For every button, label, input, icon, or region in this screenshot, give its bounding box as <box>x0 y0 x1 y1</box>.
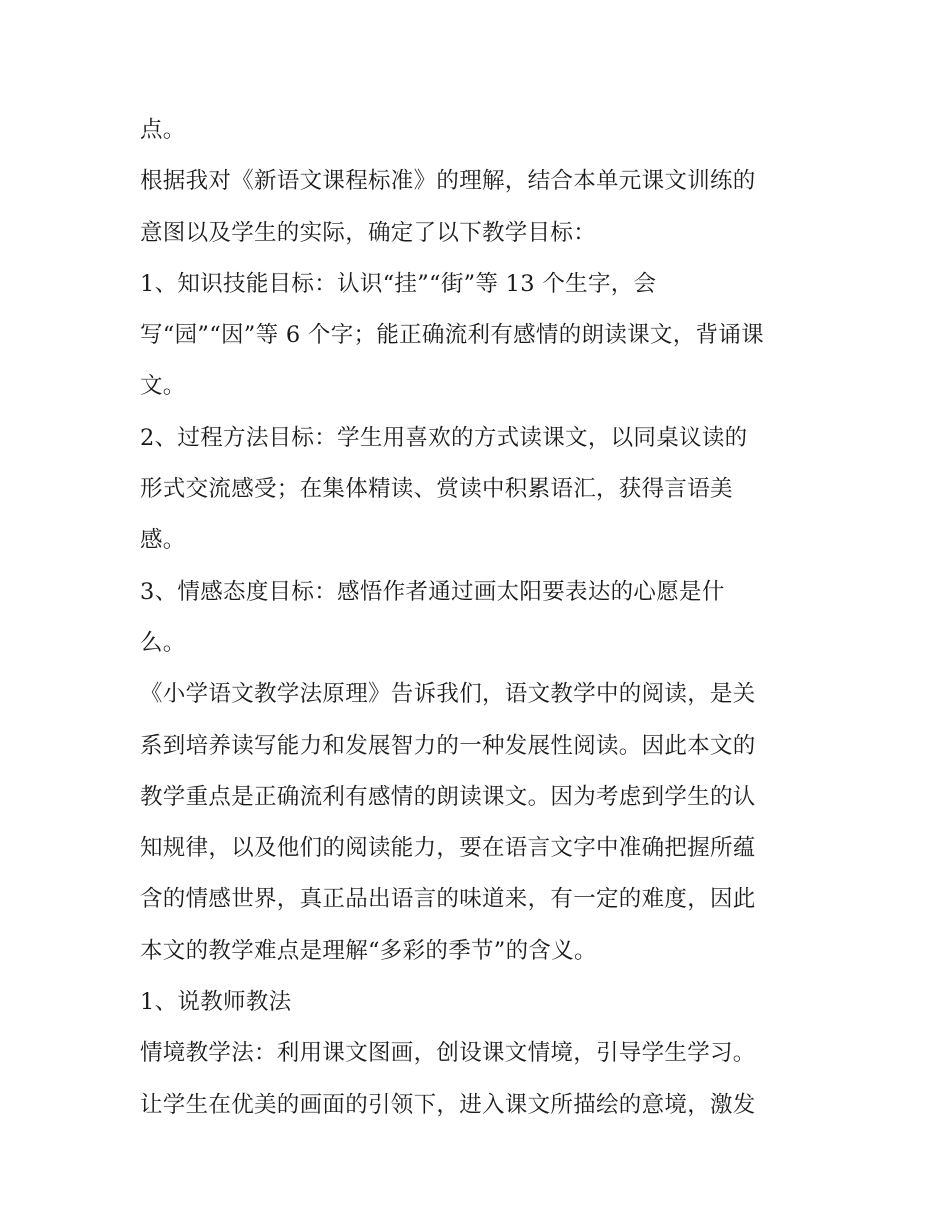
text-line: 含的情感世界，真正品出语言的味道来，有一定的难度，因此 <box>140 886 756 913</box>
text-line: 情境教学法：利用课文图画，创设课文情境，引导学生学习。 <box>140 1040 756 1067</box>
text-line: 文。 <box>140 373 186 400</box>
document-body <box>140 105 830 1131</box>
text-line: 教学重点是正确流利有感情的朗读课文。因为考虑到学生的认 <box>140 783 756 810</box>
text-line: 2、过程方法目标：学生用喜欢的方式读课文，以同桌议读的 <box>140 424 748 451</box>
text-line: 意图以及学生的实际，确定了以下教学目标： <box>140 219 597 246</box>
text-line: 感。 <box>140 527 186 554</box>
text-line: 1、知识技能目标：认识“挂”“街”等 13 个生字，会 <box>140 270 657 297</box>
text-line: 写“园”“因”等 6 个字；能正确流利有感情的朗读课文，背诵课 <box>140 322 764 349</box>
text-line: 让学生在优美的画面的引领下，进入课文所描绘的意境，激发 <box>140 1091 756 1118</box>
text-line: 本文的教学难点是理解“多彩的季节”的含义。 <box>140 937 597 964</box>
text-line: 1、说教师教法 <box>140 989 292 1016</box>
text-line: 么。 <box>140 629 186 656</box>
text-line: 《小学语文教学法原理》告诉我们，语文教学中的阅读，是关 <box>140 681 756 708</box>
text-line: 知规律，以及他们的阅读能力，要在语言文字中准确把握所蕴 <box>140 835 756 862</box>
text-line: 系到培养读写能力和发展智力的一种发展性阅读。因此本文的 <box>140 732 756 759</box>
text-line: 形式交流感受；在集体精读、赏读中积累语汇，获得言语美 <box>140 476 733 503</box>
text-line: 点。 <box>140 117 186 143</box>
text-line: 根据我对《新语文课程标准》的理解，结合本单元课文训练的 <box>140 168 756 195</box>
text-line: 3、情感态度目标：感悟作者通过画太阳要表达的心愿是什 <box>140 578 725 605</box>
